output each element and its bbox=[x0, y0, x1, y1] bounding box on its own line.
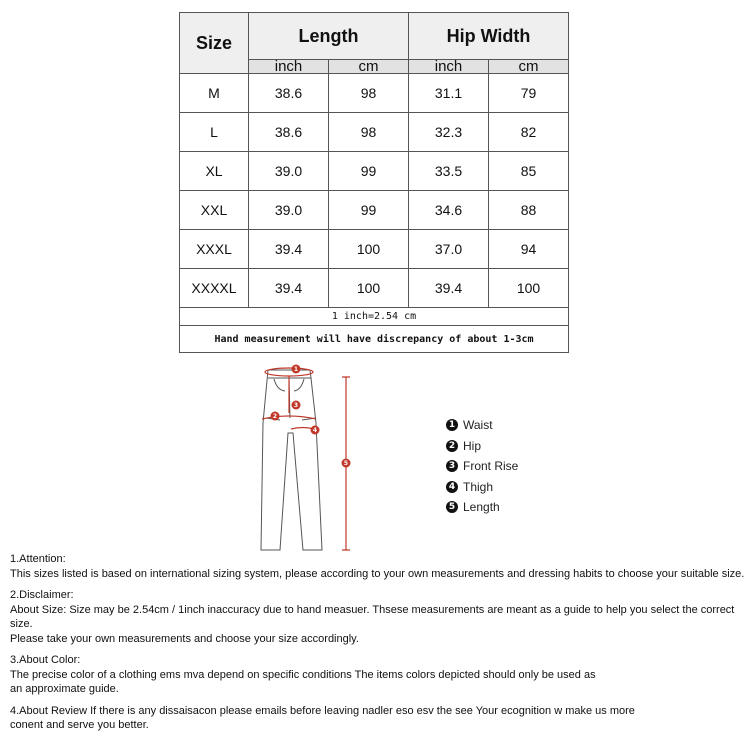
length-inch-cell: 39.4 bbox=[249, 230, 329, 269]
length-header: Length bbox=[249, 13, 409, 60]
number-3-icon: 3 bbox=[446, 460, 458, 472]
unit-cell: inch bbox=[249, 60, 329, 74]
unit-cell: cm bbox=[329, 60, 409, 74]
size-cell: M bbox=[180, 74, 249, 113]
waist-line bbox=[265, 368, 313, 376]
size-cell: XXL bbox=[180, 191, 249, 230]
hip-cm-cell: 94 bbox=[489, 230, 569, 269]
marker-3-label: 3 bbox=[293, 402, 299, 410]
size-chart-table bbox=[179, 12, 569, 353]
measurement-row bbox=[180, 326, 569, 353]
length-inch-cell: 38.6 bbox=[249, 113, 329, 152]
disclaimer-title: 2.Disclaimer: bbox=[10, 589, 74, 601]
hip-inch-cell: 33.5 bbox=[409, 152, 489, 191]
attention-title: 1.Attention: bbox=[10, 553, 66, 565]
color-text: The precise color of a clothing ems mva depend on specific conditions The items colors depicted should only be used as bbox=[10, 668, 596, 681]
number-4-icon: 4 bbox=[446, 481, 458, 493]
marker-1-label: 1 bbox=[293, 366, 299, 374]
conversion-note: 1 inch=2.54 cm bbox=[180, 308, 569, 326]
table-row bbox=[180, 113, 569, 152]
hip-cm-cell: 82 bbox=[489, 113, 569, 152]
hip-width-header: Hip Width bbox=[409, 13, 569, 60]
length-inch-cell: 39.4 bbox=[249, 269, 329, 308]
table-row bbox=[180, 269, 569, 308]
length-cm-cell: 99 bbox=[329, 191, 409, 230]
hip-cm-cell: 100 bbox=[489, 269, 569, 308]
legend-label: Length bbox=[463, 500, 500, 515]
hip-inch-cell: 39.4 bbox=[409, 269, 489, 308]
length-cm-cell: 98 bbox=[329, 113, 409, 152]
pants-outline bbox=[261, 370, 322, 550]
measurement-lines bbox=[262, 368, 350, 550]
thigh-line bbox=[291, 428, 314, 430]
legend-label: Waist bbox=[463, 418, 493, 433]
size-cell: XXXL bbox=[180, 230, 249, 269]
review-text: 4.About Review If there is any dissaisacon please emails before leaving nadler eso esv the see Your ecognition w make us more bbox=[10, 704, 635, 717]
measurement-note: Hand measurement will have discrepancy of about 1-3cm bbox=[180, 326, 569, 353]
pants-measurement-diagram bbox=[240, 358, 370, 558]
legend-item-length bbox=[446, 497, 518, 518]
hip-inch-cell: 31.1 bbox=[409, 74, 489, 113]
length-inch-cell: 39.0 bbox=[249, 152, 329, 191]
number-5-icon: 5 bbox=[446, 501, 458, 513]
measurement-legend bbox=[446, 415, 518, 518]
unit-cell: cm bbox=[489, 60, 569, 74]
legend-item-front-rise bbox=[446, 456, 518, 477]
number-1-icon: 1 bbox=[446, 419, 458, 431]
table-row bbox=[180, 74, 569, 113]
disclaimer-text: Please take your own measurements and choose your size accordingly. bbox=[10, 632, 359, 645]
hip-inch-cell: 37.0 bbox=[409, 230, 489, 269]
hip-inch-cell: 32.3 bbox=[409, 113, 489, 152]
size-cell: XXXXL bbox=[180, 269, 249, 308]
marker-4-label: 4 bbox=[312, 427, 318, 435]
length-cm-cell: 100 bbox=[329, 230, 409, 269]
attention-text: This sizes listed is based on international sizing system, please according to your own measurements and dressing habits to choose your suitable size. bbox=[10, 567, 745, 580]
legend-label: Thigh bbox=[463, 479, 494, 494]
unit-cell: inch bbox=[409, 60, 489, 74]
table-row bbox=[180, 191, 569, 230]
length-inch-cell: 38.6 bbox=[249, 74, 329, 113]
length-inch-cell: 39.0 bbox=[249, 191, 329, 230]
number-2-icon: 2 bbox=[446, 440, 458, 452]
length-cm-cell: 100 bbox=[329, 269, 409, 308]
review-text: conent and serve you better. bbox=[10, 719, 149, 731]
marker-5-label: 5 bbox=[343, 460, 349, 468]
legend-item-hip bbox=[446, 436, 518, 457]
table-row bbox=[180, 152, 569, 191]
color-title: 3.About Color: bbox=[10, 654, 81, 666]
hip-cm-cell: 88 bbox=[489, 191, 569, 230]
hip-cm-cell: 79 bbox=[489, 74, 569, 113]
color-text: an approximate guide. bbox=[10, 683, 119, 695]
size-cell: XL bbox=[180, 152, 249, 191]
size-header: Size bbox=[180, 13, 249, 74]
legend-label: Front Rise bbox=[463, 459, 519, 474]
length-cm-cell: 98 bbox=[329, 74, 409, 113]
conversion-row bbox=[180, 308, 569, 326]
hip-cm-cell: 85 bbox=[489, 152, 569, 191]
legend-item-thigh bbox=[446, 477, 518, 498]
table-row bbox=[180, 230, 569, 269]
size-cell: L bbox=[180, 113, 249, 152]
length-cm-cell: 99 bbox=[329, 152, 409, 191]
header-row bbox=[180, 13, 569, 60]
legend-item-waist bbox=[446, 415, 518, 436]
marker-2-label: 2 bbox=[272, 413, 278, 421]
legend-label: Hip bbox=[463, 438, 482, 453]
notes-section bbox=[10, 552, 745, 733]
hip-inch-cell: 34.6 bbox=[409, 191, 489, 230]
disclaimer-text: About Size: Size may be 2.54cm / 1inch inaccuracy due to hand measuer. Thsese measurements are meant as a guide to help you select the correct size. bbox=[10, 603, 735, 630]
